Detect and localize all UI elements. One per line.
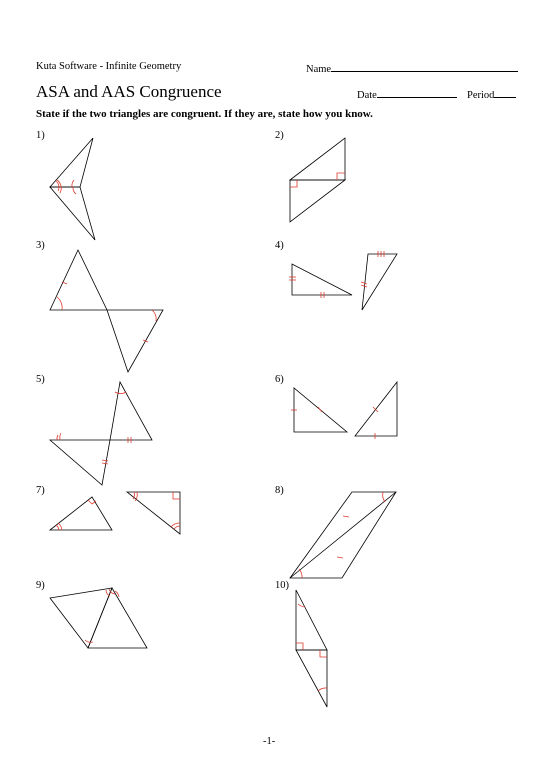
figure-1: [50, 138, 95, 240]
page-title: ASA and AAS Congruence: [36, 82, 222, 101]
problem-number-10: 10): [275, 580, 289, 591]
problem-number-9: 9): [36, 580, 45, 591]
name-label: Name: [306, 64, 332, 75]
figure-10: [296, 590, 327, 707]
page-number: -1-: [263, 736, 276, 747]
date-label: Date: [357, 90, 377, 101]
figure-2: [290, 138, 345, 222]
figure-8: [290, 492, 396, 578]
problem-number-5: 5): [36, 374, 45, 385]
figure-7: [50, 492, 180, 534]
problem-number-3: 3): [36, 240, 45, 251]
publisher-label: Kuta Software - Infinite Geometry: [36, 61, 182, 72]
problem-number-4: 4): [275, 240, 284, 251]
problem-number-6: 6): [275, 374, 284, 385]
figure-5: [50, 382, 152, 485]
problem-number-8: 8): [275, 485, 284, 496]
period-label: Period: [467, 90, 495, 101]
figure-3: [50, 250, 163, 372]
figure-6: [291, 382, 397, 439]
figure-4: [289, 251, 397, 310]
problem-number-1: 1): [36, 130, 45, 141]
problem-number-7: 7): [36, 485, 45, 496]
instructions: State if the two triangles are congruent. If they are, state how you know.: [36, 108, 373, 120]
problem-number-2: 2): [275, 130, 284, 141]
figure-9: [50, 588, 147, 648]
